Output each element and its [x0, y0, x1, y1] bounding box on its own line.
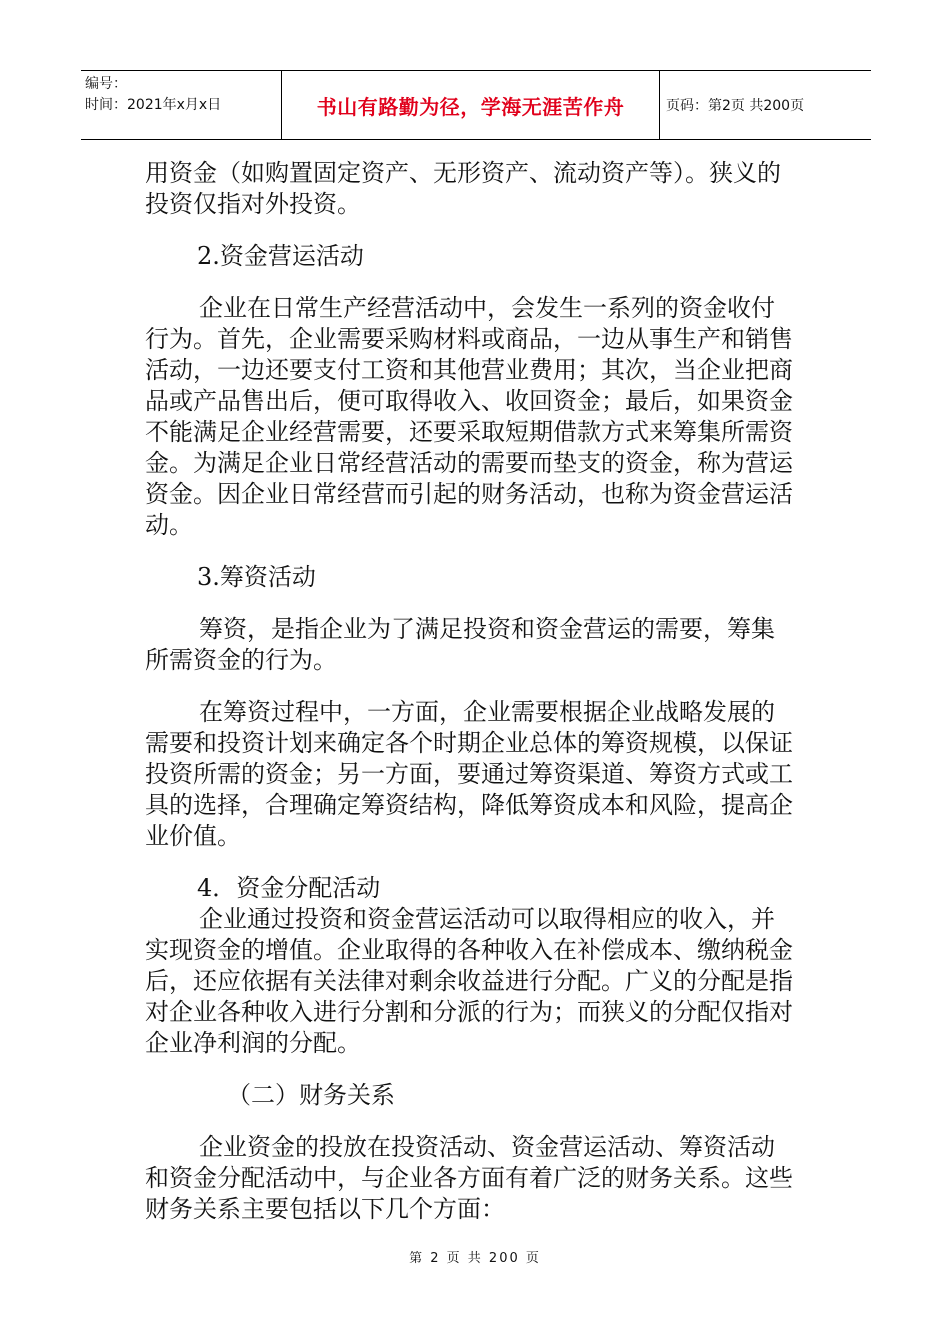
header-meta	[81, 71, 282, 139]
section-heading-financial-relations: （二）财务关系	[227, 1081, 395, 1109]
paragraph-working-capital: 企业在日常生产经营活动中，会发生一系列的资金收付行为。首先，企业需要采购材料或商品，一边从事生产和销售活动，一边还要支付工资和其他营业费用；其次，当企业把商品或产品售出后，便可取得收入、收回资金；最后，如果资金不能满足企业经营需要，还要采取短期借款方式来筹集所需资金。为满足企业日常经营活动的需要而垫支的资金，称为营运资金。因企业日常经营而引起的财务活动，也称为资金营运活动。	[145, 294, 793, 539]
paragraph-financing-definition: 筹资，是指企业为了满足投资和资金营运的需要，筹集所需资金的行为。	[145, 615, 775, 674]
page-header	[81, 70, 871, 140]
document-number-label: 编号：	[85, 76, 127, 92]
section-heading-distribution: 4．资金分配活动	[197, 874, 381, 902]
header-page-info	[660, 71, 871, 139]
section-heading-working-capital: 2.资金营运活动	[197, 242, 364, 270]
document-body	[145, 158, 795, 1225]
paragraph-financial-relations: 企业资金的投放在投资活动、资金营运活动、筹资活动和资金分配活动中，与企业各方面有着广泛的财务关系。这些财务关系主要包括以下几个方面：	[145, 1133, 793, 1223]
paragraph-financing-process: 在筹资过程中，一方面，企业需要根据企业战略发展的需要和投资计划来确定各个时期企业总体的筹资规模，以保证投资所需的资金；另一方面，要通过筹资渠道、筹资方式或工具的选择，合理确定筹资结构，降低筹资成本和风险，提高企业价值。	[145, 698, 793, 850]
header-motto: 书山有路勤为径，学海无涯苦作舟	[316, 94, 625, 119]
section-heading-financing: 3.筹资活动	[197, 563, 316, 591]
document-time-label: 时间：2021年x月x日	[85, 97, 222, 113]
header-page-number: 页码：第2页 共200页	[666, 98, 805, 114]
paragraph-investment-end: 用资金（如购置固定资产、无形资产、流动资产等）。狭义的投资仅指对外投资。	[145, 159, 781, 218]
header-motto-cell	[282, 71, 660, 139]
paragraph-distribution: 企业通过投资和资金营运活动可以取得相应的收入，并实现资金的增值。企业取得的各种收入在补偿成本、缴纳税金后，还应依据有关法律对剩余收益进行分配。广义的分配是指对企业各种收入进行分割和分派的行为；而狭义的分配仅指对企业净利润的分配。	[145, 905, 793, 1057]
page-footer: 第 2 页 共 200 页	[409, 1251, 541, 1266]
